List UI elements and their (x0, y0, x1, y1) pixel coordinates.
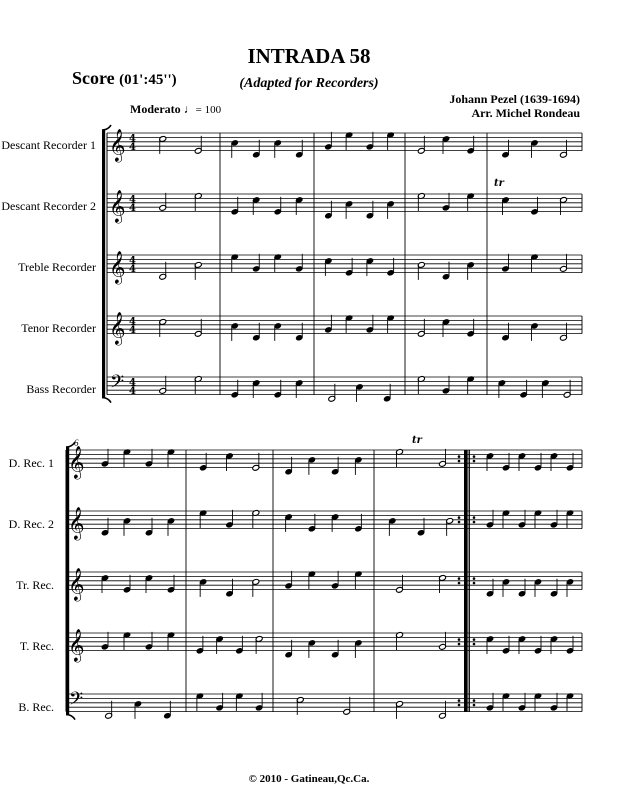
repeat-dot (458, 455, 461, 458)
quarter-note-icon: ♩ (183, 102, 196, 116)
instrument-abbrev-tenor: T. Rec. (19, 639, 54, 653)
treble-clef-icon: 𝄞 (68, 567, 85, 601)
treble-clef-icon: 𝄞 (109, 250, 126, 284)
trill-ornament: tr (412, 435, 422, 446)
bass-clef-icon: 𝄢 (69, 689, 84, 715)
instrument-label-descant-2: Descant Recorder 2 (1, 199, 96, 213)
time-signature-top: 4 (129, 316, 136, 328)
time-signature-bottom: 4 (129, 142, 136, 154)
repeat-dot (473, 516, 476, 519)
tempo-bpm: = 100 (195, 104, 222, 116)
treble-clef-icon: 𝄞 (109, 189, 126, 223)
time-signature-bottom: 4 (129, 325, 136, 337)
treble-clef-icon: 𝄞 (109, 311, 126, 345)
repeat-dot (473, 455, 476, 458)
system-bracket (102, 130, 105, 398)
time-signature-bottom: 4 (129, 264, 136, 276)
measure-number: 6 (74, 438, 79, 448)
repeat-dot (458, 516, 461, 519)
treble-clef-icon: 𝄞 (68, 628, 85, 662)
instrument-abbrev-treble: Tr. Rec. (16, 578, 54, 592)
repeat-dot (473, 521, 476, 524)
score-title: INTRADA 58 (247, 44, 371, 68)
time-signature-top: 4 (129, 194, 136, 206)
repeat-dot (458, 521, 461, 524)
composer-credit: Johann Pezel (1639-1694) (449, 92, 580, 106)
bass-clef-icon: 𝄢 (110, 372, 125, 398)
bracket-hook (66, 715, 75, 720)
copyright-notice: © 2010 - Gatineau,Qc.Ca. (248, 773, 370, 785)
repeat-dot (458, 704, 461, 707)
repeat-dot (458, 699, 461, 702)
score-subtitle: (Adapted for Recorders) (239, 76, 379, 91)
tempo-text: Moderato (130, 102, 181, 116)
time-signature-top: 4 (129, 255, 136, 267)
score-duration: (01':45'') (119, 72, 177, 88)
instrument-label-bass: Bass Recorder (26, 382, 96, 396)
score-label: Score (72, 68, 115, 88)
trill-ornament: tr (494, 178, 504, 189)
treble-clef-icon: 𝄞 (68, 445, 85, 479)
instrument-abbrev-descant-1: D. Rec. 1 (8, 456, 54, 470)
time-signature-bottom: 4 (129, 386, 136, 398)
repeat-dot (458, 577, 461, 580)
instrument-label-descant-1: Descant Recorder 1 (1, 138, 96, 152)
time-signature-top: 4 (129, 133, 136, 145)
repeat-dot (473, 638, 476, 641)
instrument-abbrev-bass: B. Rec. (18, 700, 54, 714)
repeat-dot (473, 460, 476, 463)
arranger-credit: Arr. Michel Rondeau (471, 106, 580, 120)
repeat-dot (458, 460, 461, 463)
repeat-dot (473, 582, 476, 585)
instrument-label-treble: Treble Recorder (18, 260, 96, 274)
time-signature-top: 4 (129, 377, 136, 389)
repeat-thick-barline (464, 450, 467, 712)
instrument-abbrev-descant-2: D. Rec. 2 (8, 517, 54, 531)
repeat-dot (458, 582, 461, 585)
repeat-dot (458, 638, 461, 641)
treble-clef-icon: 𝄞 (68, 506, 85, 540)
repeat-dot (458, 643, 461, 646)
repeat-dot (473, 699, 476, 702)
bracket-hook (102, 398, 111, 403)
repeat-dot (473, 704, 476, 707)
treble-clef-icon: 𝄞 (109, 128, 126, 162)
repeat-dot (473, 643, 476, 646)
repeat-dot (473, 577, 476, 580)
instrument-label-tenor: Tenor Recorder (21, 321, 96, 335)
time-signature-bottom: 4 (129, 203, 136, 215)
